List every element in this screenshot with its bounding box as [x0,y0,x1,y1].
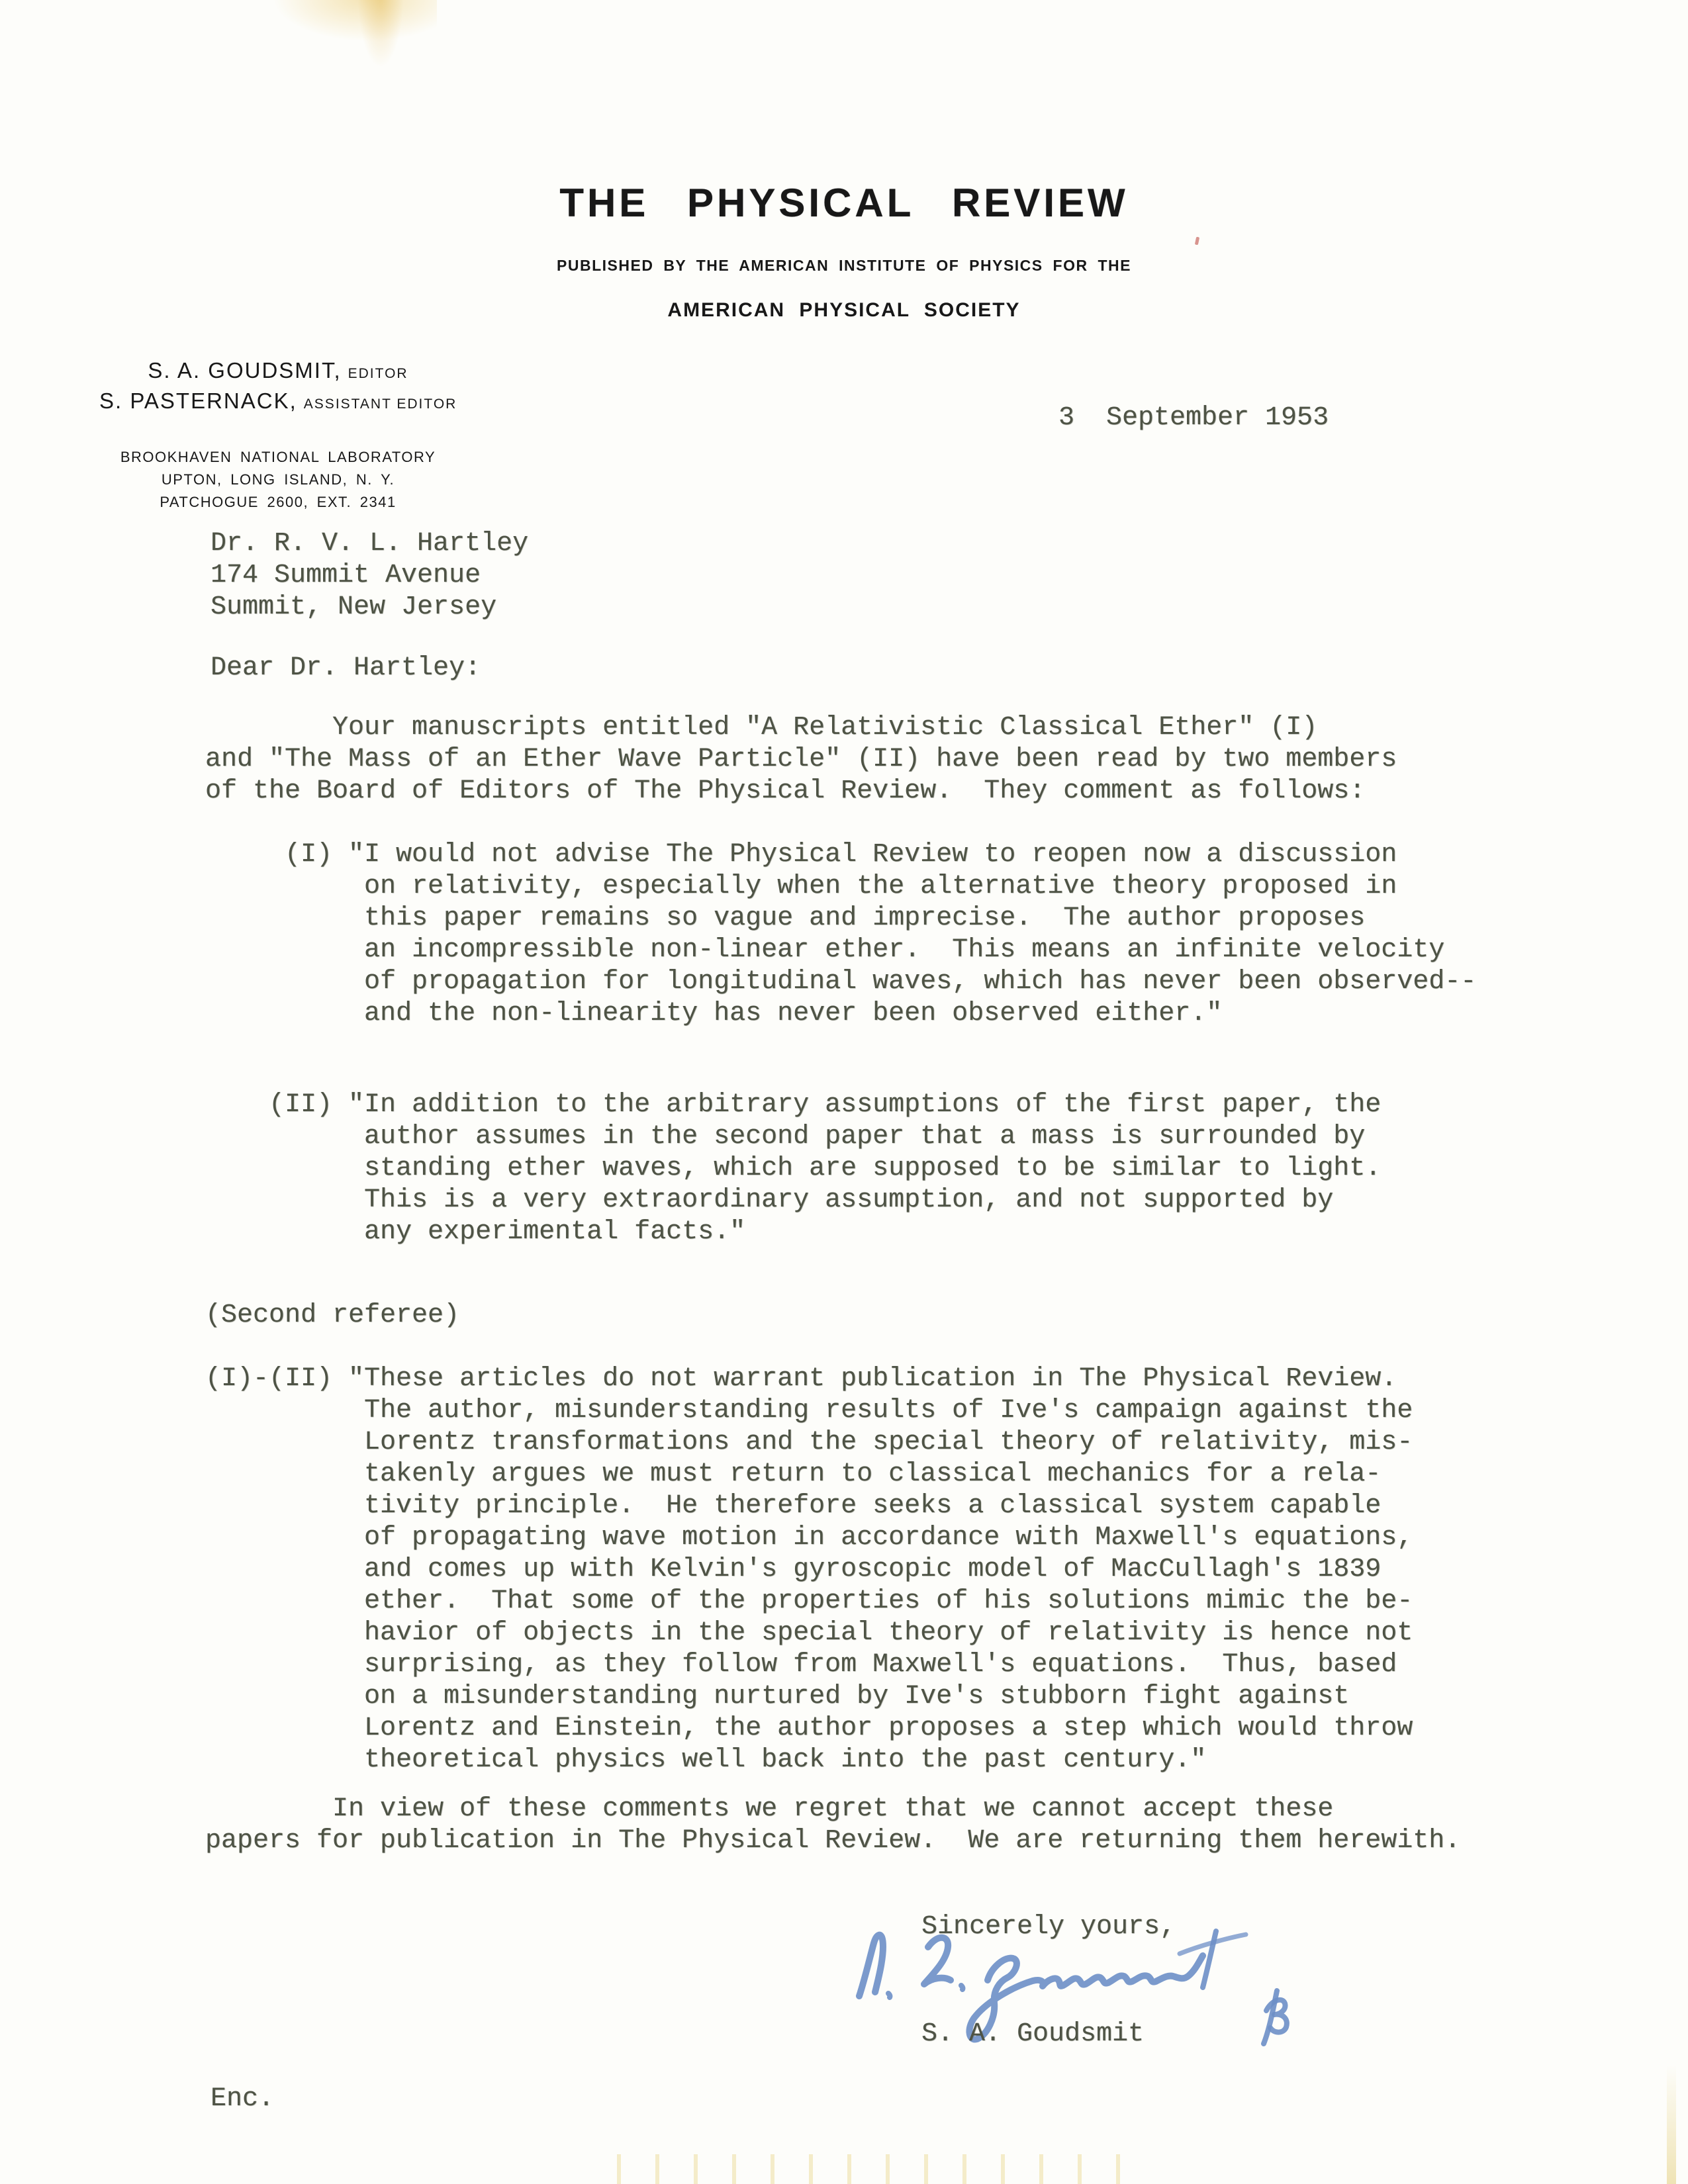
laboratory-address-line: BROOKHAVEN NATIONAL LABORATORY [120,449,436,465]
referee-comment-1 [205,839,1476,1030]
referee-comment-1-line: of propagation for longitudinal waves, which has never been observed-- [205,967,1477,997]
recipient-address-line: Summit, New Jersey [211,592,497,622]
intro-paragraph [205,712,1397,807]
referee-comment-both-line: tivity principle. He therefore seeks a classical system capable [205,1491,1382,1521]
editor-line [99,357,457,388]
referee-comment-both-line: Lorentz transformations and the special theory of relativity, mis- [205,1428,1413,1457]
recipient-address-line: 174 Summit Avenue [211,561,481,590]
closing-paragraph-line: papers for publication in The Physical Review. We are returning them herewith. [205,1826,1461,1856]
salutation: Dear Dr. Hartley: [211,653,481,683]
intro-paragraph-line: and "The Mass of an Ether Wave Particle" (II) have been read by two members [205,745,1397,774]
complimentary-close: Sincerely yours, [921,1912,1176,1942]
closing-paragraph [205,1794,1460,1857]
referee-comment-2-line: author assumes in the second paper that a mass is surrounded by [205,1122,1366,1152]
referee-comment-both-line: surprising, as they follow from Maxwell's equations. Thus, based [205,1650,1397,1680]
recipient-address-line: Dr. R. V. L. Hartley [211,529,529,559]
referee-comment-both-line: havior of objects in the special theory of relativity is hence not [205,1618,1413,1648]
referee-comment-both-line: ether. That some of the properties of his solutions mimic the be- [205,1586,1413,1616]
editor-name: S. A. GOUDSMIT, [148,358,342,383]
letterhead-published-line: PUBLISHED BY THE AMERICAN INSTITUTE OF PHYSICS FOR THE [557,257,1131,274]
laboratory-address-line: UPTON, LONG ISLAND, N. Y. [161,471,395,488]
referee-comment-2-line: (II) "In addition to the arbitrary assumptions of the first paper, the [205,1090,1382,1120]
referee-comment-2-line: This is a very extraordinary assumption, and not supported by [205,1185,1334,1215]
referee-comment-both-line: The author, misunderstanding results of Ive's campaign against the [205,1396,1413,1426]
referee-comment-1-line: on relativity, especially when the alternative theory proposed in [205,872,1397,901]
closing-paragraph-line: In view of these comments we regret that we cannot accept these [205,1794,1334,1824]
recipient-address [211,528,528,623]
editor-line [99,388,457,418]
referee-comment-both-line: on a misunderstanding nurtured by Ive's stubborn fight against [205,1682,1350,1711]
intro-paragraph-line: Your manuscripts entitled "A Relativistic Classical Ether" (I) [205,713,1318,743]
enclosure-note: Enc. [211,2084,275,2114]
intro-paragraph-line: of the Board of Editors of The Physical Review. They comment as follows: [205,776,1366,806]
editor-block [99,357,457,418]
referee-comment-both-line: (I)-(II) "These articles do not warrant publication in The Physical Review. [205,1364,1397,1394]
referee-comment-both-line: of propagating wave motion in accordance with Maxwell's equations, [205,1523,1413,1553]
scan-artifact-red-speck [1195,237,1199,246]
referee-comment-both-line: Lorentz and Einstein, the author proposes a step which would throw [205,1713,1413,1743]
scan-artifact-bottom-streaks [583,2154,1152,2184]
editor-role: ASSISTANT EDITOR [303,396,457,412]
scan-artifact-right-edge [1667,2065,1676,2184]
referee-comment-both-line: theoretical physics well back into the past century." [205,1745,1207,1775]
editor-name: S. PASTERNACK, [99,388,297,413]
scan-artifact-top-smudge-2 [357,0,404,68]
typed-signature-name: S. A. Goudsmit [921,2019,1145,2049]
referee-comment-2 [205,1089,1381,1248]
laboratory-address-line: PATCHOGUE 2600, EXT. 2341 [160,494,397,510]
referee-comment-1-line: an incompressible non-linear ether. This means an infinite velocity [205,935,1445,965]
date-line: 3 September 1953 [1058,403,1329,433]
referee-comment-1-line: this paper remains so vague and imprecise. The author proposes [205,903,1366,933]
letterhead-title: THE PHYSICAL REVIEW [559,181,1129,225]
scan-artifact-top-smudge [265,0,437,45]
referee-comment-both [205,1363,1413,1776]
laboratory-address [99,446,457,514]
referee-comment-2-line: standing ether waves, which are supposed to be similar to light. [205,1154,1382,1183]
referee-comment-2-line: any experimental facts." [205,1217,746,1247]
referee-comment-1-line: and the non-linearity has never been observed either." [205,999,1223,1028]
letterhead-society-line: AMERICAN PHYSICAL SOCIETY [667,299,1021,321]
editor-role: EDITOR [348,366,408,381]
referee-comment-both-line: takenly argues we must return to classical mechanics for a rela- [205,1459,1382,1489]
referee-comment-both-line: and comes up with Kelvin's gyroscopic model of MacCullagh's 1839 [205,1555,1382,1584]
referee-comment-1-line: (I) "I would not advise The Physical Review to reopen now a discussion [205,840,1397,870]
second-referee-label: (Second referee) [205,1300,460,1330]
